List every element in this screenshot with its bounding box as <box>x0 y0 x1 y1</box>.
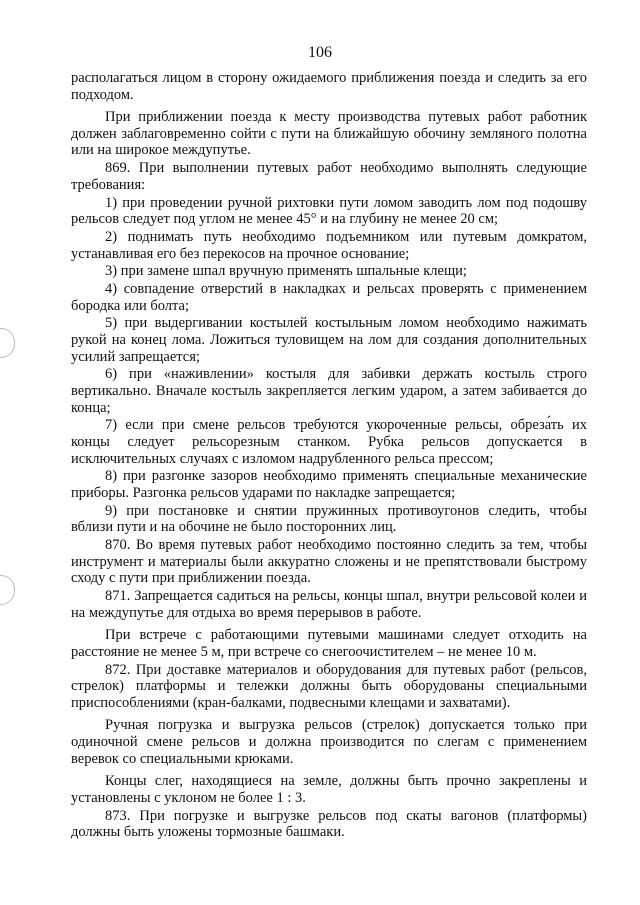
paragraph-train-approach: При приближении поезда к месту производства путевых работ работник должен заблаговременно сойти с пути на ближайшую обочину земляного полотна или на широкое междупутье. <box>71 109 587 159</box>
punch-hole-bottom <box>0 575 15 605</box>
paragraph-872: 872. При доставке материалов и оборудования для путевых работ (рельсов, стрелок) платформы и тележки должны быть оборудованы специальными приспособлениями (кран-балками, подвесными клещами и захватами). <box>71 661 587 711</box>
list-item-7: 7) если при смене рельсов требуются укороченные рельсы, обреза́ть их концы следует рельсорезным станком. Рубка рельсов допускается в исключительных случаях с изломом надрубленного рельса прессом; <box>71 417 587 467</box>
list-item-3: 3) при замене шпал вручную применять шпальные клещи; <box>105 263 467 280</box>
list-item-2: 2) поднимать путь необходимо подъемником или путевым домкратом, устанавливая его без перекосов на прочное основание; <box>71 228 587 262</box>
document-body <box>71 70 587 842</box>
list-item-5: 5) при выдергивании костылей костыльным ломом необходимо нажимать рукой на конец лома. Ложиться туловищем на лом для создания дополнительных усилий запрещается; <box>71 315 587 365</box>
paragraph-track-machines: При встрече с работающими путевыми машинами следует отходить на расстояние не менее 5 м, при встрече со снегоочистителем – не менее 10 м. <box>71 627 587 660</box>
punch-hole-top <box>0 328 15 358</box>
page-number: 106 <box>308 44 332 61</box>
list-item-8: 8) при разгонке зазоров необходимо применять специальные механические приборы. Разгонка рельсов ударами по накладке запрещается; <box>71 468 587 501</box>
list-item-4: 4) совпадение отверстий в накладках и рельсах проверять с применением бородка или болта; <box>71 281 587 314</box>
paragraph-873: 873. При погрузке и выгрузке рельсов под скаты вагонов (платформы) должны быть уложены тормозные башмаки. <box>71 807 587 841</box>
paragraph-869: 869. При выполнении путевых работ необходимо выполнять следующие требования: <box>71 160 587 193</box>
list-item-1: 1) при проведении ручной рихтовки пути ломом заводить лом под подошву рельсов следует под углом не менее 45° и на глубину не менее 20 см; <box>71 194 587 228</box>
list-item-6: 6) при «наживлении» костыля для забивки держать костыль строго вертикально. Вначале костыль закрепляется легким ударом, а затем забивается до конца; <box>71 366 587 416</box>
paragraph-871: 871. Запрещается садиться на рельсы, концы шпал, внутри рельсовой колеи и на междупутье для отдыха во время перерывов в работе. <box>71 588 587 621</box>
paragraph-skid-ends: Концы слег, находящиеся на земле, должны быть прочно закреплены и установлены с уклоном не более 1 : 3. <box>71 773 587 806</box>
list-item-9: 9) при постановке и снятии пружинных противоугонов следить, чтобы вблизи пути и на обочине не было посторонних лиц. <box>71 502 587 536</box>
paragraph-continuation: располагаться лицом в сторону ожидаемого приближения поезда и следить за его подходом. <box>71 70 587 103</box>
paragraph-870: 870. Во время путевых работ необходимо постоянно следить за тем, чтобы инструмент и материалы были аккуратно сложены и не препятствовали быстрому сходу с пути при приближении поезда. <box>71 537 587 587</box>
paragraph-manual-loading: Ручная погрузка и выгрузка рельсов (стрелок) допускается только при одиночной смене рельсов и должна производится по слегам с применением веревок со специальными крюками. <box>71 717 587 767</box>
